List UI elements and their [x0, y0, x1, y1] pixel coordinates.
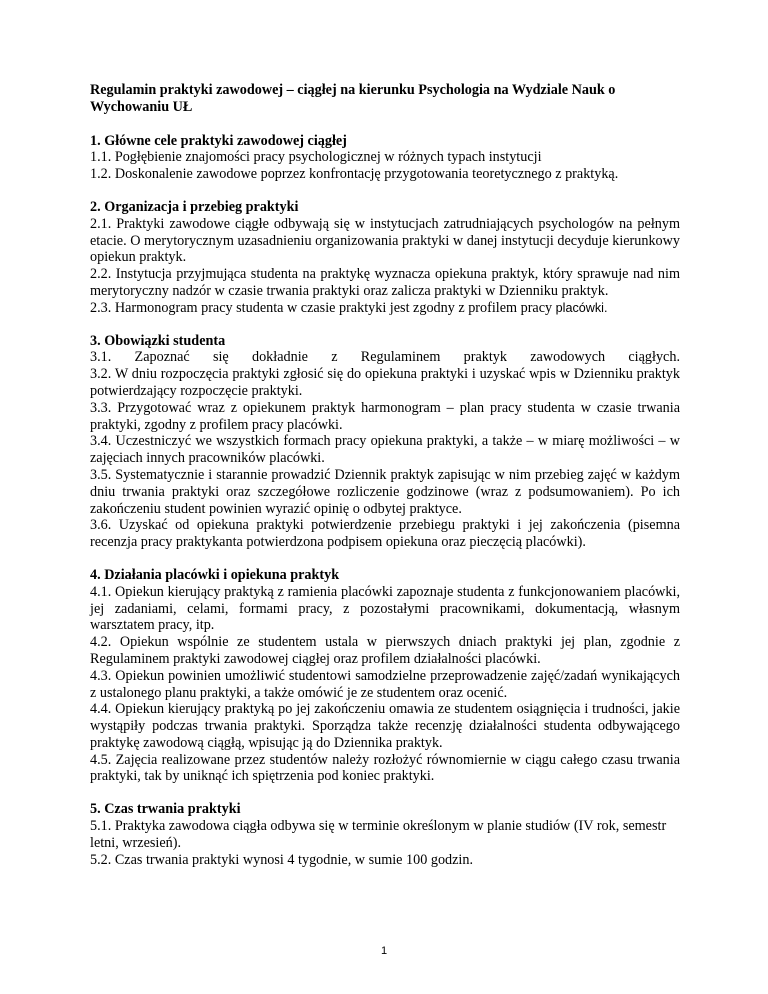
paragraph-text: 2.3. Harmonogram pracy studenta w czasie praktyki jest zgodny z profilem pracy [90, 299, 553, 316]
paragraph: 4.4. Opiekun kierujący praktyką po jej zakończeniu omawia ze studentem osiągnięcia i trudności, jakie wystąpiły podczas trwania praktyki. Sporządza także recenzję działalności studenta odbywającego praktykę zawodową ciągłą, wpisując ją do Dziennika praktyk. [90, 701, 680, 751]
section-heading: 2. Organizacja i przebieg praktyki [90, 198, 299, 215]
paragraph: 3.5. Systematycznie i starannie prowadzić Dziennik praktyk zapisując w nim przebieg zajęć w każdym dniu trwania praktyki oraz szczegółowe rozliczenie godzinowe (wraz z podsumowaniem). Po ich zakończeniu student powinien wyrazić opinię o odbytej praktyce. [90, 466, 680, 517]
paragraph: 3.6. Uzyskać od opiekuna praktyki potwierdzenie przebiegu praktyki i jej zakończenia (pisemna recenzja pracy praktykanta potwierdzona podpisem opiekuna oraz pieczęcią placówki). [90, 517, 680, 551]
section-heading: 4. Działania placówki i opiekuna praktyk [90, 566, 340, 583]
document-page [90, 82, 680, 884]
section-student-duties [90, 333, 680, 551]
paragraph: 5.1. Praktyka zawodowa ciągła odbywa się w terminie określonym w planie studiów (IV rok, semestr letni, wrzesień). [90, 818, 667, 851]
paragraph: 3.3. Przygotować wraz z opiekunem praktyk harmonogram – plan pracy studenta w czasie trwania praktyki, zgodny z profilem pracy placówki. [90, 399, 680, 433]
paragraph [90, 300, 680, 317]
section-heading: 1. Główne cele praktyki zawodowej ciągłej [90, 132, 347, 149]
section-heading: 5. Czas trwania praktyki [90, 801, 241, 818]
section-institution-actions [90, 567, 680, 785]
section-heading: 3. Obowiązki studenta [90, 332, 226, 349]
paragraph: 4.3. Opiekun powinien umożliwić studentowi samodzielne przeprowadzenie zajęć/zadań wynikających z ustalonego planu praktyki, a także omówić je ze studentem oraz ocenić. [90, 667, 680, 701]
paragraph: 2.2. Instytucja przyjmująca studenta na praktykę wyznacza opiekuna praktyk, który sprawuje nad nim merytoryczny nadzór w czasie trwania praktyki oraz zalicza praktyki w Dzienniku praktyk. [90, 266, 680, 299]
paragraph: 4.1. Opiekun kierujący praktyką z ramienia placówki zapoznaje studenta z funkcjonowaniem placówki, jej zadaniami, celami, formami pracy, z pozostałymi pracownikami, dokumentacją, własnym warsztatem pracy, itp. [90, 583, 680, 634]
paragraph: 4.2. Opiekun wspólnie ze studentem ustala w pierwszych dniach praktyki jej plan, zgodnie z Regulaminem praktyki zawodowej ciągłej oraz profilem działalności placówki. [90, 634, 680, 667]
paragraph: 3.4. Uczestniczyć we wszystkich formach pracy opiekuna praktyki, a także – w miarę możliwości – w zajęciach innych pracowników placówki. [90, 433, 680, 467]
document-title: Regulamin praktyki zawodowej – ciągłej na kierunku Psychologia na Wydziale Nauk o Wychowaniu UŁ [90, 82, 616, 115]
section-organization [90, 199, 680, 317]
paragraph: 3.2. W dniu rozpoczęcia praktyki zgłosić się do opiekuna praktyki i uzyskać wpis w Dzienniku praktyk potwierdzający rozpoczęcie praktyki. [90, 366, 680, 399]
paragraph: 2.1. Praktyki zawodowe ciągłe odbywają się w instytucjach zatrudniających psychologów na pełnym etacie. O merytorycznym uzasadnieniu organizowania praktyki w danej instytucji decyduje kierunkowy opiekun praktyk. [90, 215, 680, 266]
paragraph-tail: placówki. [555, 300, 608, 315]
page-number: 1 [380, 945, 388, 957]
paragraph: 5.2. Czas trwania praktyki wynosi 4 tygodnie, w sumie 100 godzin. [90, 851, 474, 868]
paragraph: 1.2. Doskonalenie zawodowe poprzez konfrontację przygotowania teoretycznego z praktyką. [90, 166, 619, 183]
section-goals [90, 133, 680, 183]
paragraph: 3.1. Zapoznać się dokładnie z Regulaminem praktyk zawodowych ciągłych. [90, 349, 680, 366]
paragraph: 1.1. Pogłębienie znajomości pracy psychologicznej w różnych typach instytucji [90, 149, 542, 166]
section-duration [90, 801, 680, 868]
paragraph: 4.5. Zajęcia realizowane przez studentów należy rozłożyć równomiernie w ciągu całego czasu trwania praktyki, tak by uniknąć ich spiętrzenia pod koniec praktyki. [90, 751, 680, 785]
